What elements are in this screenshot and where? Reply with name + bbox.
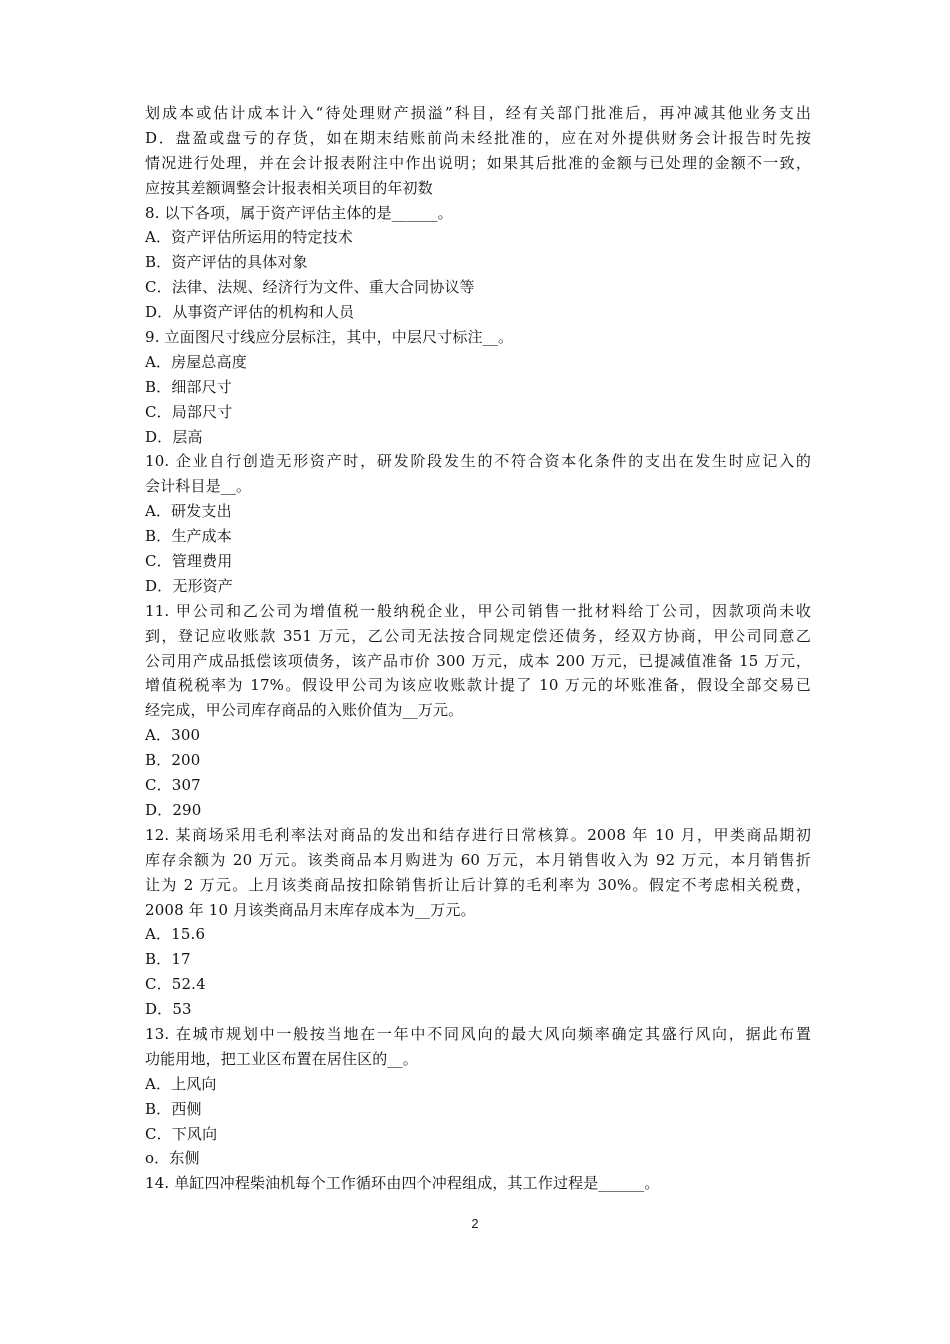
question-12-option-d: D．53 [145,1000,192,1019]
question-11-option-c: C．307 [145,776,201,795]
question-9-stem: 9. 立面图尺寸线应分层标注，其中，中层尺寸标注__。 [145,328,514,347]
question-11-stem-cont: 公司用产成品抵偿该项债务，该产品市价 300 万元，成本 200 万元，已提减值准备 15 万元， [145,651,811,670]
question-13-option-d: o．东侧 [145,1149,200,1168]
text-line: 划成本或估计成本计入“待处理财产损溢”科目，经有关部门批准后，再冲减其他业务支出 [145,104,811,122]
question-8-option-d: D．从事资产评估的机构和人员 [145,303,355,322]
question-13-option-a: A．上风向 [145,1074,217,1093]
question-13-option-b: B．西侧 [145,1099,202,1118]
text-line: D．盘盈或盘亏的存货，如在期末结账前尚未经批准的，应在对外提供财务会计报告时先按 [145,128,811,147]
question-12-stem-cont: 让为 2 万元。上月该类商品按扣除销售折让后计算的毛利率为 30%。假定不考虑相关税费， [145,875,811,894]
question-13-stem-cont: 功能用地，把工业区布置在居住区的__。 [145,1049,418,1068]
question-12-stem: 12. 某商场采用毛利率法对商品的发出和结存进行日常核算。2008 年 10 月，甲类商品期初 [145,825,811,844]
question-12-stem-cont: 库存余额为 20 万元。该类商品本月购进为 60 万元，本月销售收入为 92 万元，本月销售折 [145,850,811,869]
question-10-stem: 10. 企业自行创造无形资产时，研发阶段发生的不符合资本化条件的支出在发生时应记入的 [145,452,811,471]
question-14-stem: 14. 单缸四冲程柴油机每个工作循环由四个冲程组成，其工作过程是______。 [145,1174,660,1193]
question-11-option-d: D．290 [145,800,202,819]
question-10-option-c: C．管理费用 [145,552,233,571]
question-10-option-a: A．研发支出 [145,502,232,521]
question-11-stem-cont: 经完成，甲公司库存商品的入账价值为__万元。 [145,701,464,720]
question-11-stem-cont: 增值税税率为 17%。假设甲公司为该应收账款计提了 10 万元的坏账准备，假设全部交易已 [145,676,811,695]
question-13-option-c: C．下风向 [145,1124,218,1143]
question-9-option-a: A．房屋总高度 [145,352,247,371]
question-10-stem-cont: 会计科目是__。 [145,477,252,496]
document-body [145,101,811,1196]
question-8-option-a: A．资产评估所运用的特定技术 [145,228,353,247]
question-9-option-c: C．局部尺寸 [145,402,233,421]
question-10-option-d: D．无形资产 [145,576,233,595]
question-12-option-b: B．17 [145,950,191,969]
question-8-option-b: B．资产评估的具体对象 [145,253,308,272]
page-number: 2 [471,1216,479,1231]
question-8-option-c: C．法律、法规、经济行为文件、重大合同协议等 [145,278,475,297]
question-11-stem: 11. 甲公司和乙公司为增值税一般纳税企业，甲公司销售一批材料给丁公司，因款项尚未收 [145,601,811,620]
question-12-option-c: C．52.4 [145,975,206,994]
question-8-stem: 8. 以下各项，属于资产评估主体的是______。 [145,203,453,222]
question-10-option-b: B．生产成本 [145,527,232,546]
question-13-stem: 13. 在城市规划中一般按当地在一年中不同风向的最大风向频率确定其盛行风向，据此布置 [145,1024,811,1043]
question-11-option-a: A．300 [145,726,201,745]
text-line: 情况进行处理，并在会计报表附注中作出说明；如果其后批准的金额与已处理的金额不一致， [145,153,811,172]
text-line: 应按其差额调整会计报表相关项目的年初数 [145,178,433,197]
question-11-option-b: B．200 [145,751,201,770]
question-9-option-d: D．层高 [145,427,203,446]
question-12-stem-cont: 2008 年 10 月该类商品月末库存成本为__万元。 [145,900,476,919]
question-11-stem-cont: 到，登记应收账款 351 万元，乙公司无法按合同规定偿还债务，经双方协商，甲公司同意乙 [145,626,811,645]
question-9-option-b: B．细部尺寸 [145,377,232,396]
question-12-option-a: A．15.6 [145,925,206,944]
